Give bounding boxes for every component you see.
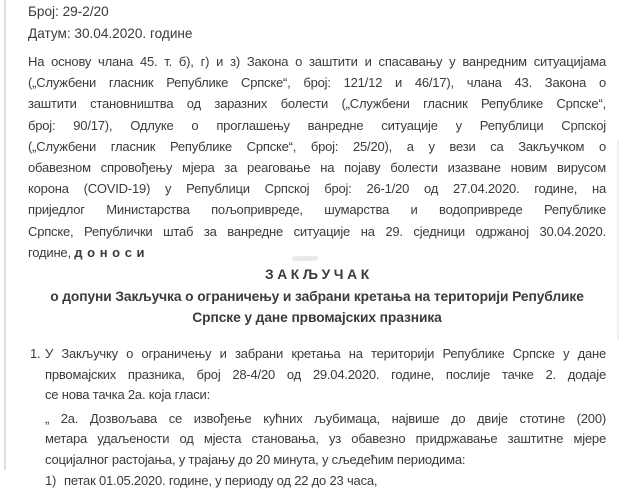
preamble-paragraph: [28, 51, 606, 263]
item-body: [45, 344, 606, 491]
preamble-line: приједлог Министарства пољопривреде, шумарства и водопривреде Републике: [28, 202, 606, 218]
item-line: У Закључку о ограничењу и забрани кретања на територији Републике Српске у дане: [45, 346, 606, 361]
decision-subtitle-line: Српске у дане првомајских празника: [192, 310, 442, 325]
preamble-last-line-prefix: године,: [28, 244, 75, 260]
preamble-last-line: [28, 242, 606, 263]
quote-line: „ 2а. Дозвољава се извођење кућних љубимаца, највише до двије стотине (200): [45, 410, 606, 426]
preamble-line: („Службени гласник Републике Српске“, број: 121/12 и 46/17), члана 43. Закона о: [28, 75, 606, 91]
preamble-line: Српске, Републички штаб за ванредне ситуације на 29. сједници одржаној 30.04.2020.: [28, 223, 606, 239]
amendment-item-1: [28, 344, 606, 491]
preamble-line: („Службени гласник Републике Српске“, број: 25/20), а у вези са Закључком о: [28, 138, 606, 154]
scan-edge-right: [617, 140, 619, 340]
quote-last-line: социјалног растојања, у трајању до 20 минута, у сљедећим периодима:: [45, 451, 466, 467]
preamble-line: број: 90/17), Одлуке о проглашењу ванредне ситуације у Републици Српској: [28, 117, 606, 133]
subitem-1: [45, 471, 606, 491]
quote-line: метара удаљености од мјеста становања, уз обавезно придржавање заштитне мјере: [45, 431, 606, 447]
quoted-point-2a: [45, 409, 606, 491]
decision-title-block: [28, 264, 606, 329]
scan-edge-left: [4, 0, 6, 470]
preamble-line: На основу члана 45. т. б), г) и з) Закона о заштити и спасавању у ванредним ситуацијама: [28, 54, 606, 69]
preamble-line: заштити становништва од заразних болести („Службени гласник Републике Српске“,: [28, 96, 606, 112]
subitem-number: 1): [45, 472, 57, 488]
preamble-line: корона (COVID-19) у Републици Српској број: 26-1/20 од 27.04.2020. године, на: [28, 181, 606, 197]
document-header: [28, 1, 606, 45]
preamble-line: обавезном спровођењу мјера за реаговање на појаву болести изазване новим вирусом: [28, 160, 606, 176]
decision-subtitle-line: о допуни Закључка о ограничењу и забрани кретања на територији Републике: [50, 288, 584, 304]
item-last-line: се нова тачка 2а. која гласи:: [45, 387, 211, 403]
doc-number-line: Број: 29-2/20: [28, 4, 109, 19]
decision-title: З А К Љ У Ч А К: [264, 267, 370, 282]
doc-date-line: Датум: 30.04.2020. године: [28, 26, 193, 41]
subitem-text: петак 01.05.2020. године, у периоду од 22 до 23 часа,: [64, 472, 378, 488]
item-line: првомајских празника, број 28-4/20 од 29.04.2020. године, послије тачке 2. додаје: [45, 366, 606, 382]
item-number: 1.: [30, 346, 41, 361]
enacts-word: д о н о с и: [74, 244, 146, 260]
